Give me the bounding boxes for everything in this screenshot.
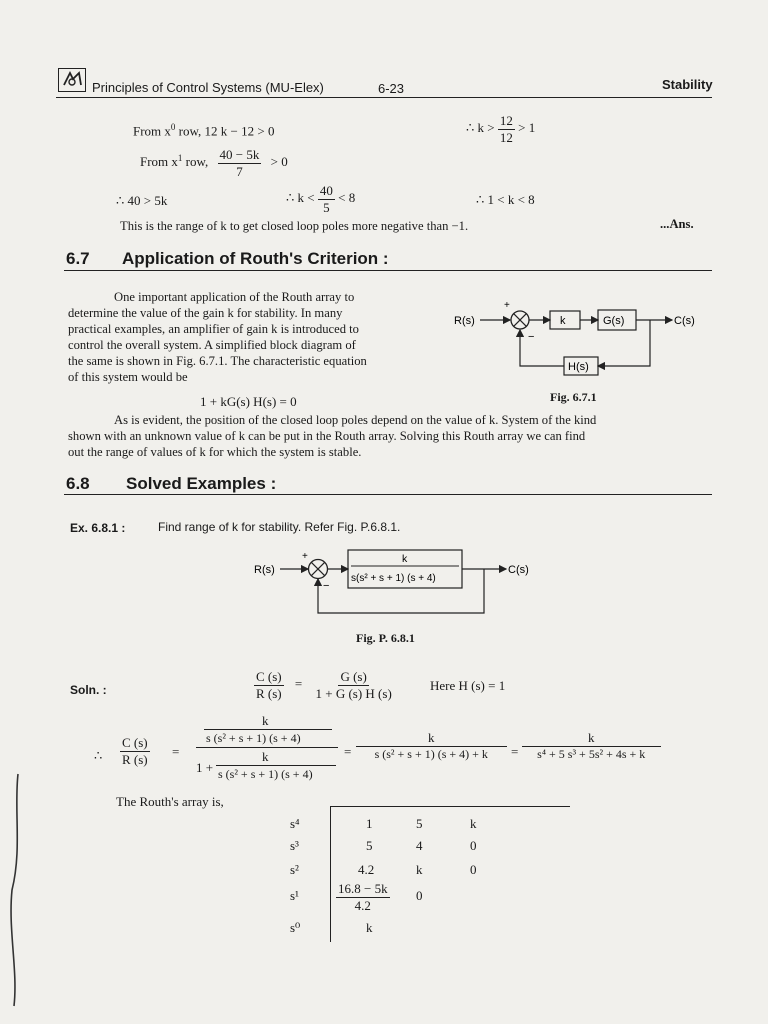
section-68-number: 6.8: [66, 474, 90, 493]
therefore-symbol: ∴: [94, 748, 103, 763]
tf-equals-3: =: [511, 744, 519, 759]
header-rule: [56, 97, 712, 98]
tf-equals-2: =: [344, 744, 352, 759]
here-text: Here H (s) = 1: [430, 678, 506, 693]
routh-row-s2: s² 4.2 k 0: [290, 862, 477, 877]
line3-c: ∴ 1 < k < 8: [476, 192, 535, 207]
tf-denominator: s(s² + s + 1) (s + 4): [351, 573, 436, 584]
routh-row-s4: s⁴ 1 5 k: [290, 816, 477, 831]
fig671-caption: Fig. 6.7.1: [550, 390, 597, 404]
section-67-rule: [64, 270, 712, 271]
section-68-title: Solved Examples :: [126, 474, 277, 493]
example-label: Ex. 6.8.1 :: [70, 521, 126, 535]
section-67-after: As is evident, the position of the closed loop poles depend on the value of k. System of the kind shown with an unknown value of k can be put in the Routh array. Solving this Routh array we can find out the range of values of k for which the system is stable.: [68, 413, 597, 459]
header-title: Principles of Control Systems (MU-Elex): [92, 80, 324, 95]
routh-intro: The Routh's array is,: [116, 794, 224, 809]
figp681-caption: Fig. P. 6.8.1: [356, 631, 415, 645]
routh-row-s0: s⁰ k: [290, 920, 373, 935]
fig671-input-label: R(s): [454, 315, 475, 327]
plus-sign-2: +: [302, 551, 308, 562]
header-page: 6-23: [378, 81, 405, 96]
x1-row: From $x^1$ row, $\frac{40 - 5k}{7}$ > 0: [140, 147, 288, 179]
book-logo: [58, 68, 86, 92]
block-diagram-p681: [250, 543, 550, 619]
example-text: Find range of k for stability. Refer Fig. P.6.8.1.: [158, 520, 401, 534]
minus-sign: −: [528, 331, 535, 343]
gain-label: k: [560, 315, 566, 327]
final-fraction: $\frac{k}{\text{s⁴ + 5 s³ + 5s² + 4s + k}}$: [522, 731, 661, 760]
book-logo-icon: [59, 69, 85, 91]
feedback-label: H(s): [568, 361, 589, 373]
soln-equation: $\frac{C (s)}{R (s)}$ = $\frac{G (s)}{1 + G (s) H (s)}$: [256, 669, 392, 701]
section-68-rule: [64, 494, 712, 495]
big-fraction: k s (s² + s + 1) (s + 4) 1 + k s (s² + s + 1) (s + 4): [196, 713, 340, 785]
section-67-title: Application of Routh's Criterion :: [122, 249, 389, 268]
routh-row-s1: s¹ $\frac{16.8 - 5k}{4.2}$ 0: [290, 881, 423, 913]
figp681-output-label: C(s): [508, 564, 529, 576]
section-67-number: 6.7: [66, 249, 90, 268]
x0-result: ∴ k > $\frac{12}{12}$ > 1: [466, 113, 536, 145]
line3-b: ∴ k < $\frac{40}{5}$ < 8: [286, 183, 356, 215]
tf-numerator: k: [402, 553, 408, 565]
routh-row-s3: s³ 5 4 0: [290, 838, 477, 853]
mid-fraction: $\frac{k}{\text{s (s² + s + 1) (s + 4) + k}}$: [356, 731, 507, 760]
plus-sign: +: [504, 300, 510, 311]
range-sentence: This is the range of k to get closed loop poles more negative than −1.: [120, 219, 469, 233]
fig671-output-label: C(s): [674, 315, 695, 327]
header-chapter: Stability: [662, 77, 713, 92]
x0-row: From $x^0$ row, 12 k − 12 > 0: [133, 122, 275, 139]
routh-top-rule: [330, 806, 570, 807]
minus-sign-2: −: [323, 580, 330, 592]
margin-pen-mark: [2, 770, 28, 1010]
tf-equals-1: =: [172, 744, 180, 759]
line3-a: ∴ 40 > 5k: [116, 193, 168, 208]
plant-label: G(s): [603, 315, 625, 327]
soln-label: Soln. :: [70, 683, 107, 697]
section-67-para: One important application of the Routh array to determine the value of the gain k for stability. In many practical examples, an amplifier of gain k is introduced to control the overall system. A simplified block diagram of the same is shown in Fig. 6.7.1. The characteristic equation of this system would be: [68, 290, 367, 384]
tf-lhs: $\frac{C (s)}{R (s)}$: [122, 735, 148, 767]
ans-label: ...Ans.: [660, 217, 694, 231]
block-diagram-671: [450, 296, 710, 378]
figp681-input-label: R(s): [254, 564, 275, 576]
characteristic-equation: 1 + kG(s) H(s) = 0: [200, 394, 297, 409]
